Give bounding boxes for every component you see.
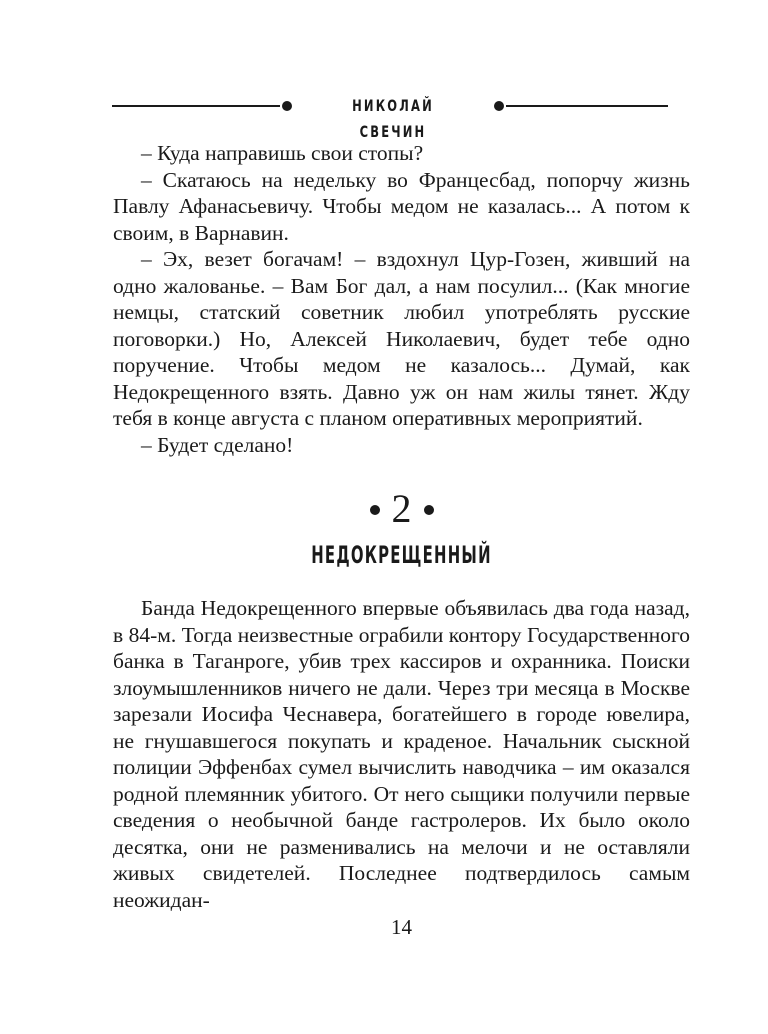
chapter-body [113, 595, 690, 913]
header-rule-right [506, 105, 668, 107]
chapter-title: НЕДОКРЕЩЕННЫЙ [311, 541, 492, 569]
top-text-block [113, 140, 690, 458]
paragraph: – Скатаюсь на недельку во Францесбад, попорчу жизнь Павлу Афанасьевичу. Чтобы медом не казалась... А потом к своим, в Варнавин. [113, 167, 690, 245]
page-number: 14 [391, 915, 412, 939]
bullet-icon [424, 505, 434, 515]
header-bullet-right-icon [494, 101, 504, 111]
paragraph: – Эх, везет богачам! – вздохнул Цур-Гозен, живший на одно жалованье. – Вам Бог дал, а нам посулил... (Как многие немцы, статский советник любил употреблять русские поговорки.) Но, Алексей Николаевич, будет тебе одно поручение. Чтобы медом не казалось... Думай, как Недокрещенного взять. Давно уж он нам жилы тянет. Жду тебя в конце августа с планом оперативных мероприятий. [113, 247, 690, 430]
paragraph: – Будет сделано! [141, 432, 294, 457]
chapter-number [113, 485, 690, 533]
header-rule-left [112, 105, 280, 107]
chapter-number-value: 2 [391, 486, 412, 531]
paragraph: – Куда направишь свои стопы? [141, 141, 424, 165]
paragraph: Банда Недокрещенного впервые объявилась два года назад, в 84-м. Тогда неизвестные ограбили контору Государственного банка в Таганроге, убив трех кассиров и охранника. Поиски злоумышленников ничего не дали. Через три месяца в Москве зарезали Иосифа Чеснавера, богатейшего в городе ювелира, не гнушавшегося покупать и краденое. Начальник сыскной полиции Эффенбах сумел вычислить наводчика – им оказался родной племянник убитого. От него сыщики получили первые сведения о необычной банде гастролеров. Их было около десятка, они не разменивались на мелочи и не оставляли живых свидетелей. Последнее подтвердилось самым неожидан- [113, 596, 690, 912]
running-header [112, 93, 668, 141]
bullet-icon [370, 505, 380, 515]
header-bullet-left-icon [282, 101, 292, 111]
author-name: НИКОЛАЙ СВЕЧИН [352, 96, 434, 141]
